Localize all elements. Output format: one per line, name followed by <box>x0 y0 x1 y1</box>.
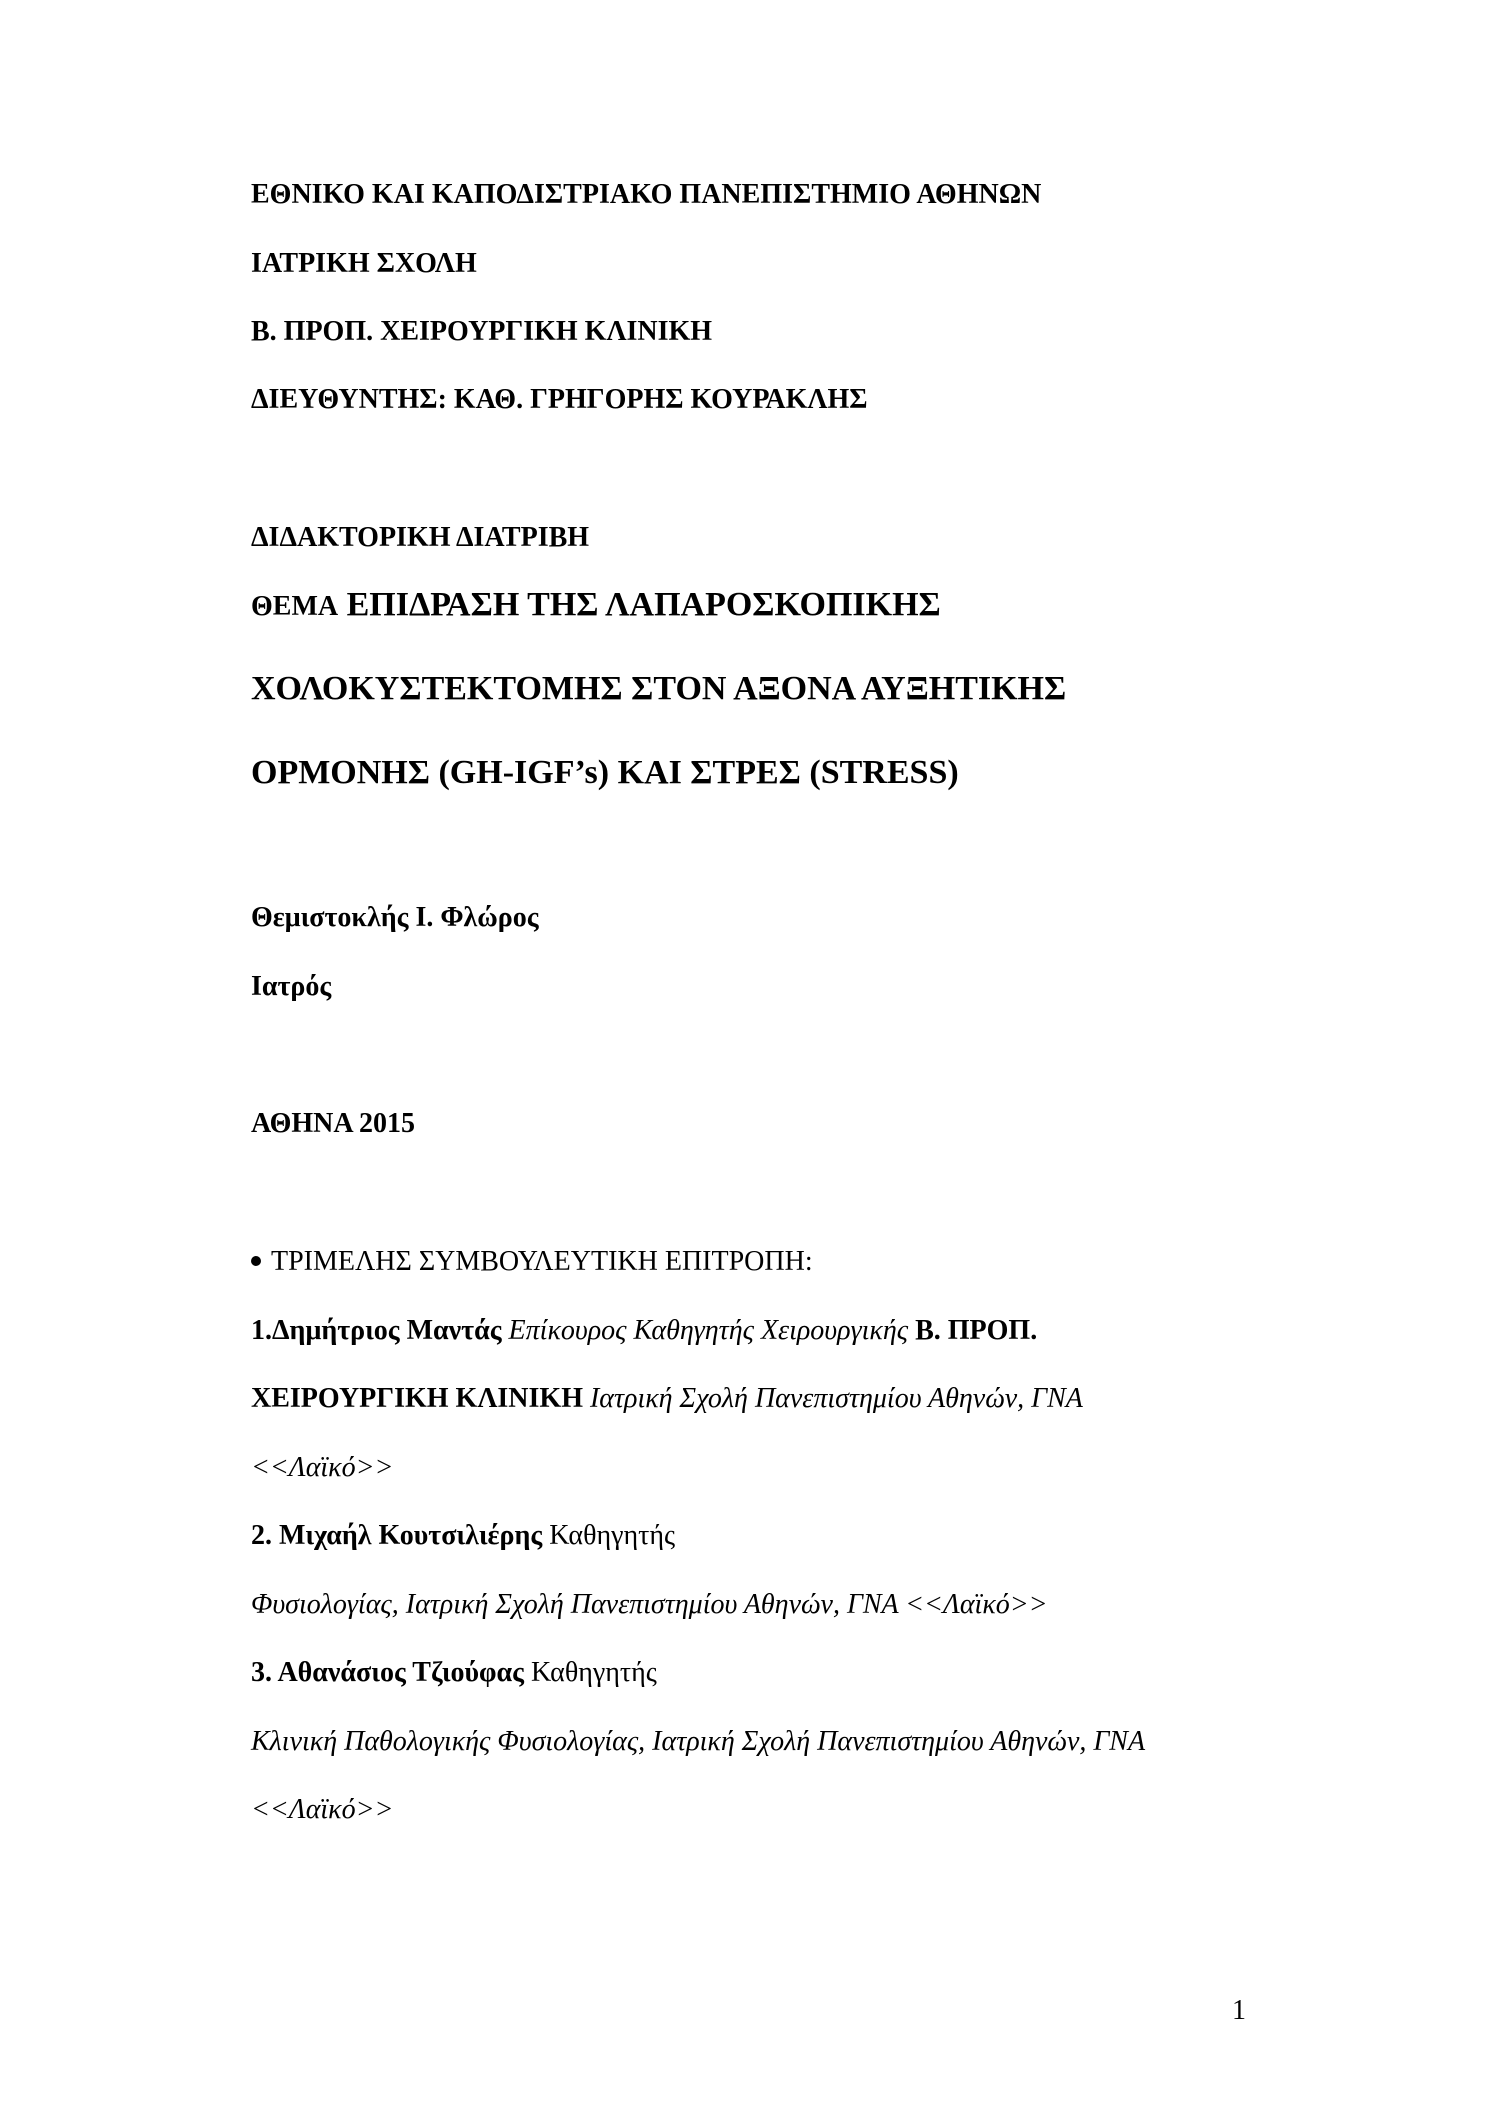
member2-line-1 <box>251 1519 675 1553</box>
clinic-name: Β. ΠΡΟΠ. ΧΕΙΡΟΥΡΓΙΚΗ ΚΛΙΝΙΚΗ <box>251 316 713 347</box>
member3-name: 3. Αθανάσιος Τζιούφας <box>251 1657 524 1688</box>
author-profession: Ιατρός <box>251 971 332 1002</box>
member1-clinic-a: Β. ΠΡΟΠ. <box>915 1315 1038 1346</box>
bullet-icon <box>251 1256 261 1266</box>
author-name: Θεμιστοκλής Ι. Φλώρος <box>251 902 539 933</box>
school-name: ΙΑΤΡΙΚΗ ΣΧΟΛΗ <box>251 248 477 279</box>
member2-affiliation: Φυσιολογίας, Ιατρική Σχολή Πανεπιστημίου Αθηνών, ΓΝΑ <<Λαϊκό>> <box>251 1589 1048 1620</box>
member1-hospital: <<Λαϊκό>> <box>251 1452 394 1483</box>
member1-role: Επίκουρος Καθηγητής Χειρουργικής <box>508 1315 909 1346</box>
thesis-title-text-1: ΕΠΙΔΡΑΣΗ ΤΗΣ ΛΑΠΑΡΟΣΚΟΠΙΚΗΣ <box>346 586 941 623</box>
director-line: ΔΙΕΥΘΥΝΤΗΣ: ΚΑΘ. ΓΡΗΓΟΡΗΣ ΚΟΥΡΑΚΛΗΣ <box>251 384 868 415</box>
member3-title: Καθηγητής <box>530 1657 657 1688</box>
member3-hospital: <<Λαϊκό>> <box>251 1794 394 1825</box>
member1-clinic-b: ΧΕΙΡΟΥΡΓΙΚΗ ΚΛΙΝΙΚΗ <box>251 1383 583 1414</box>
member3-affiliation: Κλινική Παθολογικής Φυσιολογίας, Ιατρική Σχολή Πανεπιστημίου Αθηνών, ΓΝΑ <box>251 1726 1146 1757</box>
page-number: 1 <box>1232 1995 1246 2026</box>
member1-line-2 <box>251 1382 1083 1416</box>
thesis-title-line-1 <box>251 585 941 627</box>
member1-name: 1.Δημήτριος Μαντάς <box>251 1315 502 1346</box>
committee-heading-text: ΤΡΙΜΕΛΗΣ ΣΥΜΒΟΥΛΕΥΤΙΚΗ ΕΠΙΤΡΟΠΗ: <box>271 1246 813 1277</box>
member2-name: 2. Μιχαήλ Κουτσιλιέρης <box>251 1520 543 1551</box>
thesis-title-line-2: ΧΟΛΟΚΥΣΤΕΚΤΟΜΗΣ ΣΤΟΝ ΑΞΟΝΑ ΑΥΞΗΤΙΚΗΣ <box>251 670 1067 707</box>
member1-line-1 <box>251 1314 1037 1348</box>
university-name: ΕΘΝΙΚΟ ΚΑΙ ΚΑΠΟΔΙΣΤΡΙΑΚΟ ΠΑΝΕΠΙΣΤΗΜΙΟ ΑΘΗΝΩΝ <box>251 179 1042 210</box>
place-year: ΑΘΗΝΑ 2015 <box>251 1108 416 1139</box>
thesis-label: ΔΙΔΑΚΤΟΡΙΚΗ ΔΙΑΤΡΙΒΗ <box>251 522 590 553</box>
member1-affiliation: Ιατρική Σχολή Πανεπιστημίου Αθηνών, ΓΝΑ <box>589 1383 1083 1414</box>
thesis-title-line-3: ΟΡΜΟΝΗΣ (GH-IGF’s) ΚΑΙ ΣΤΡΕΣ (STRESS) <box>251 754 959 791</box>
member3-line-1 <box>251 1656 657 1690</box>
thesis-subject-prefix: ΘΕΜΑ <box>251 591 339 622</box>
member2-title: Καθηγητής <box>549 1520 676 1551</box>
committee-heading <box>251 1245 813 1279</box>
